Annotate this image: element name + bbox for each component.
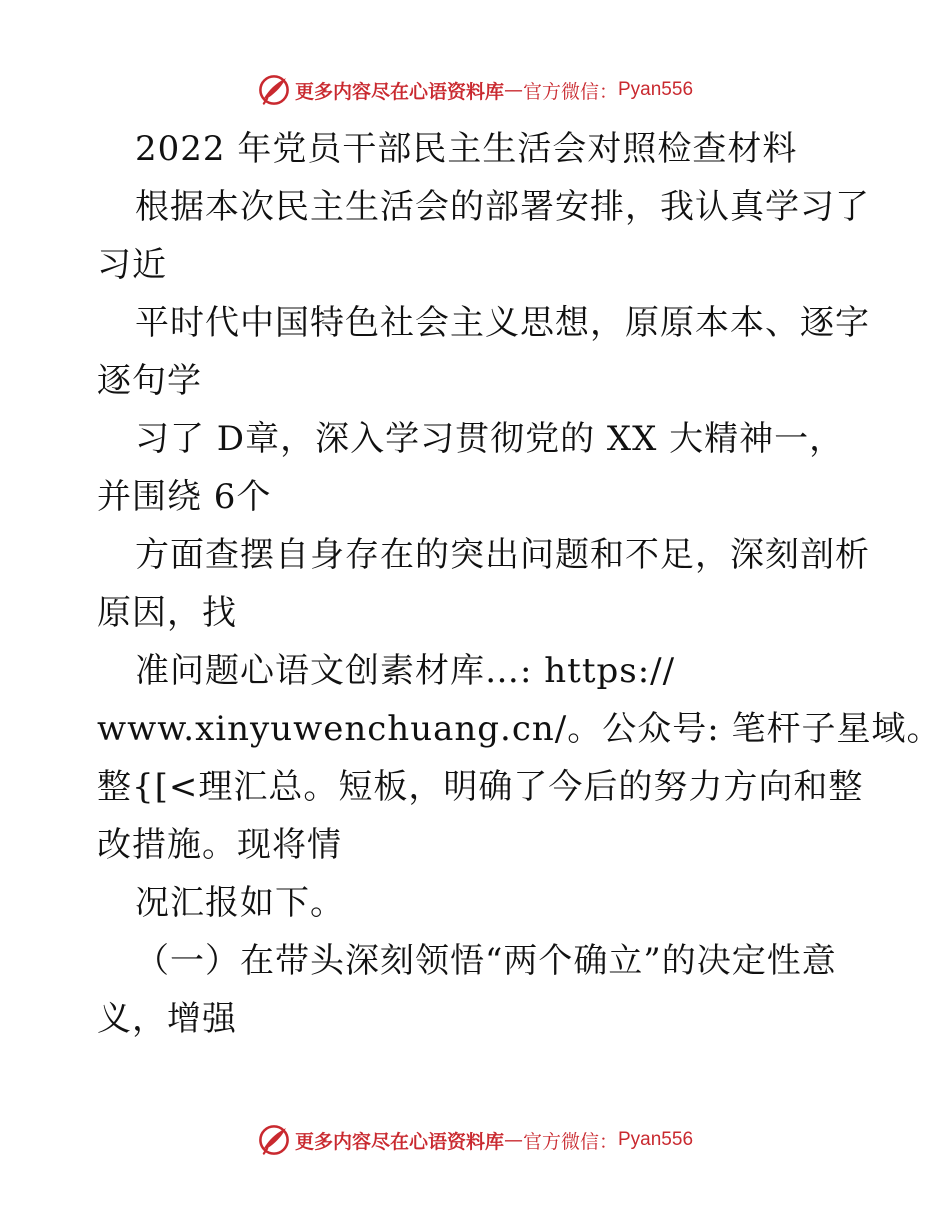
section-heading: （一）在带头深刻领悟“两个确立”的决定性意 — [135, 941, 837, 981]
text-line: 习了 D章，深入学习贯彻党的 XX 大精神一， — [135, 419, 845, 459]
banner-brand-text: 更多内容尽在心语资料库 — [294, 80, 504, 103]
text-line: 逐句学 — [97, 361, 202, 401]
banner-wechat-id: Pyan556 — [618, 79, 694, 100]
text-line: 整{[<理汇总。短板，明确了今后的努力方向和整 — [97, 767, 864, 807]
text-line: 改措施。现将情 — [97, 825, 342, 865]
text-line: 况汇报如下。 — [135, 883, 345, 923]
document-title: 2022 年党员干部民主生活会对照检查材料 — [135, 129, 798, 169]
text-line: 平时代中国特色社会主义思想，原原本本、逐字 — [135, 303, 870, 343]
quill-logo-icon — [257, 73, 291, 107]
banner-official-label: 官方微信： — [522, 1130, 618, 1153]
text-line: 方面查摆自身存在的突出问题和不足，深刻剖析 — [135, 535, 870, 575]
quill-logo-icon — [257, 1123, 291, 1157]
text-line: 习近 — [97, 245, 167, 285]
text-line: 并围绕 6个 — [97, 477, 272, 517]
header-banner — [0, 70, 950, 110]
text-line: www.xinyuwenchuang.cn/。公众号: 笔杆子星域。 — [97, 709, 942, 749]
text-line: 准问题心语文创素材库…: https:// — [135, 651, 676, 691]
banner-official-label: 官方微信： — [522, 80, 618, 103]
text-line: 义，增强 — [97, 999, 237, 1039]
banner-separator: — — [503, 1129, 523, 1151]
text-line: 根据本次民主生活会的部署安排，我认真学习了 — [135, 187, 870, 227]
banner-separator: — — [503, 79, 523, 101]
banner-wechat-id: Pyan556 — [618, 1129, 694, 1150]
text-line: 原因，找 — [97, 593, 237, 633]
footer-banner — [0, 1120, 950, 1160]
document-body — [97, 120, 942, 1048]
banner-brand-text: 更多内容尽在心语资料库 — [294, 1130, 504, 1153]
